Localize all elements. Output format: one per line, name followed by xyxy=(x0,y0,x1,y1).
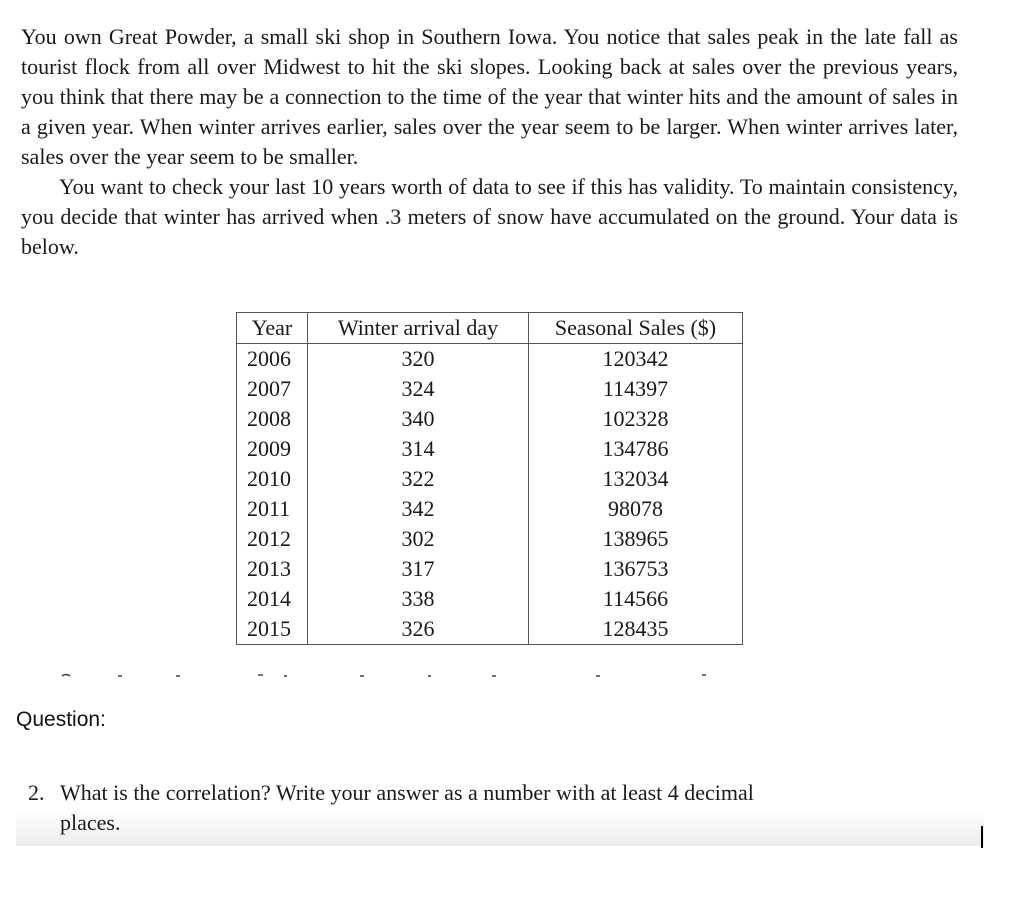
header-seasonal-sales: Seasonal Sales ($) xyxy=(529,313,743,344)
cell-winter-day: 317 xyxy=(308,554,529,584)
question-body-line-1: What is the correlation? Write your answer as a number with at least 4 decimal xyxy=(60,780,754,805)
cell-sales: 114397 xyxy=(529,374,743,404)
header-winter-arrival-day: Winter arrival day xyxy=(308,313,529,344)
cell-winter-day: 340 xyxy=(308,404,529,434)
header-year: Year xyxy=(237,313,308,344)
cell-year: 2008 xyxy=(237,404,308,434)
cell-winter-day: 302 xyxy=(308,524,529,554)
table-row xyxy=(237,344,743,375)
cell-year: 2011 xyxy=(237,494,308,524)
cropped-text-remnant xyxy=(60,672,720,678)
problem-statement xyxy=(21,22,958,262)
cell-year: 2010 xyxy=(237,464,308,494)
cell-winter-day: 342 xyxy=(308,494,529,524)
intro-paragraph-1: You own Great Powder, a small ski shop in Southern Iowa. You notice that sales peak in the late fall as tourist flock from all over Midwest to hit the ski slopes. Looking back at sales over the previous years, you think that there may be a connection to the time of the year that winter hits and the amount of sales in a given year. When winter arrives earlier, sales over the year seem to be larger. When winter arrives later, sales over the year seem to be smaller. xyxy=(21,24,958,169)
cell-sales: 114566 xyxy=(529,584,743,614)
cell-year: 2015 xyxy=(237,614,308,645)
table-row xyxy=(237,584,743,614)
text-cursor xyxy=(981,826,983,848)
table-header-row xyxy=(237,313,743,344)
sales-data-table xyxy=(236,312,743,645)
cell-winter-day: 314 xyxy=(308,434,529,464)
cell-winter-day: 324 xyxy=(308,374,529,404)
table-row xyxy=(237,464,743,494)
cell-sales: 136753 xyxy=(529,554,743,584)
cell-sales: 134786 xyxy=(529,434,743,464)
question-line-1 xyxy=(28,778,928,808)
cell-winter-day: 326 xyxy=(308,614,529,645)
cell-sales: 120342 xyxy=(529,344,743,375)
cell-year: 2012 xyxy=(237,524,308,554)
cell-sales: 128435 xyxy=(529,614,743,645)
cell-sales: 98078 xyxy=(529,494,743,524)
cell-sales: 102328 xyxy=(529,404,743,434)
intro-paragraph-2: You want to check your last 10 years worth of data to see if this has validity. To maintain consistency, you decide that winter has arrived when .3 meters of snow have accumulated on the ground. Your data is below. xyxy=(21,174,958,259)
table-row xyxy=(237,524,743,554)
question-text xyxy=(28,778,928,838)
table-row xyxy=(237,374,743,404)
table-row xyxy=(237,494,743,524)
cell-sales: 138965 xyxy=(529,524,743,554)
table-row xyxy=(237,404,743,434)
table-row xyxy=(237,434,743,464)
cell-year: 2007 xyxy=(237,374,308,404)
cell-year: 2006 xyxy=(237,344,308,375)
table-row xyxy=(237,614,743,645)
question-label: Question: xyxy=(16,708,106,731)
cell-winter-day: 322 xyxy=(308,464,529,494)
question-body-line-2: places. xyxy=(60,810,121,835)
cell-winter-day: 320 xyxy=(308,344,529,375)
cell-year: 2013 xyxy=(237,554,308,584)
cell-year: 2014 xyxy=(237,584,308,614)
cell-sales: 132034 xyxy=(529,464,743,494)
question-number: 2. xyxy=(28,780,45,805)
cell-year: 2009 xyxy=(237,434,308,464)
cell-winter-day: 338 xyxy=(308,584,529,614)
table-row xyxy=(237,554,743,584)
